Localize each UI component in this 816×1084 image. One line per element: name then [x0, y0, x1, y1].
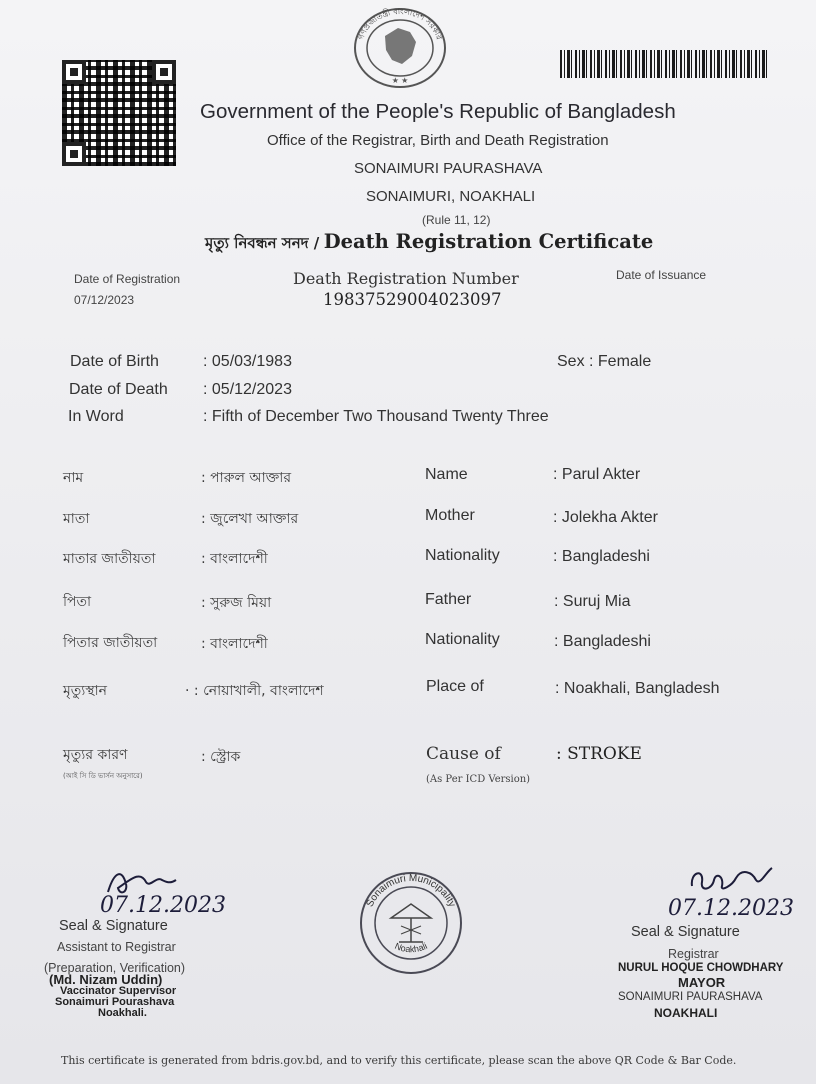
dod-label: Date of Death: [69, 381, 168, 398]
right-signature-scribble: [686, 862, 776, 898]
detail-en-label: Father: [425, 591, 472, 608]
registration-number-label: Death Registration Number: [293, 269, 519, 288]
detail-bn-value: : বাংলাদেশী: [201, 636, 268, 652]
detail-en-value: : Parul Akter: [553, 466, 641, 483]
seal-top-text: Sonaimuri Municipality: [364, 872, 458, 909]
detail-en-label: Place of: [426, 678, 484, 695]
barcode[interactable]: [560, 50, 768, 78]
right-role: Registrar: [668, 947, 719, 961]
dod-value: : 05/12/2023: [203, 381, 292, 398]
detail-bn-label: মাতা: [63, 511, 90, 527]
sex-text: Sex : Female: [557, 353, 652, 370]
detail-en-value: : Bangladeshi: [554, 633, 651, 650]
left-role: Assistant to Registrar: [57, 940, 176, 954]
location-heading: SONAIMURI, NOAKHALI: [366, 188, 536, 205]
government-heading: Government of the People's Republic of Bangladesh: [200, 100, 676, 123]
dob-value: : 05/03/1983: [203, 353, 292, 370]
detail-en-label: Nationality: [425, 547, 500, 564]
cause-bn-label: মৃত্যুর কারণ: [63, 747, 128, 763]
left-seal-signature: Seal & Signature: [59, 918, 168, 934]
detail-bn-value: : জুলেখা আক্তার: [201, 511, 299, 527]
paurashava-heading: SONAIMURI PAURASHAVA: [354, 160, 543, 177]
detail-bn-value: : সুরুজ মিয়া: [201, 595, 272, 611]
qr-code[interactable]: [62, 60, 176, 166]
left-handwritten-date: 07.12.2023: [100, 893, 226, 918]
detail-en-label: Name: [425, 466, 468, 483]
office-heading: Office of the Registrar, Birth and Death Registration: [267, 132, 609, 149]
inword-value: : Fifth of December Two Thousand Twenty Three: [203, 408, 549, 425]
right-stamp-place: NOAKHALI: [654, 1006, 718, 1020]
dob-label: Date of Birth: [70, 353, 159, 370]
cause-bn-note: (আই সি ডি ভার্সন অনুসারে): [63, 772, 143, 780]
detail-bn-label: নাম: [63, 470, 84, 486]
registration-date-label: Date of Registration: [74, 272, 181, 286]
cause-en-value: : STROKE: [556, 744, 642, 764]
detail-bn-label: পিতা: [63, 594, 92, 610]
right-stamp-title: MAYOR: [678, 975, 726, 990]
left-stamp-org: Sonaimuri Pourashava: [55, 996, 175, 1008]
seal-bottom-text: Noakhali: [393, 940, 429, 955]
government-logo: [352, 6, 448, 90]
title-english: Death Registration Certificate: [323, 230, 654, 253]
municipality-seal: [355, 868, 467, 978]
detail-en-value: : Suruj Mia: [554, 593, 631, 610]
detail-en-label: Nationality: [425, 631, 500, 648]
detail-bn-value: · : নোয়াখালী, বাংলাদেশ: [185, 683, 324, 699]
cause-en-note: (As Per ICD Version): [426, 774, 531, 785]
left-role-note: (Preparation, Verification): [44, 961, 186, 975]
detail-bn-value: : পারুল আক্তার: [201, 470, 292, 486]
right-seal-signature: Seal & Signature: [631, 924, 740, 940]
inword-label: In Word: [68, 408, 124, 425]
right-stamp-org: SONAIMURI PAURASHAVA: [618, 991, 763, 1003]
detail-bn-label: পিতার জাতীয়তা: [63, 635, 158, 651]
left-stamp-place: Noakhali.: [98, 1007, 147, 1019]
registration-number-value: 19837529004023097: [323, 290, 502, 309]
cause-bn-value: : স্ট্রোক: [201, 749, 241, 765]
registration-date-value: 07/12/2023: [74, 293, 135, 307]
detail-en-value: : Bangladeshi: [553, 548, 650, 565]
svg-text:★ ★: ★ ★: [391, 76, 409, 85]
left-stamp-title: Vaccinator Supervisor: [60, 985, 177, 997]
detail-bn-label: মৃত্যুস্থান: [63, 683, 108, 699]
left-stamp-name: (Md. Nizam Uddin): [49, 972, 163, 987]
cause-en-label: Cause of: [426, 744, 501, 764]
issuance-date-label: Date of Issuance: [616, 268, 707, 282]
detail-en-label: Mother: [425, 507, 475, 524]
detail-en-value: : Noakhali, Bangladesh: [555, 680, 720, 697]
detail-en-value: : Jolekha Akter: [553, 509, 658, 526]
rule-text: (Rule 11, 12): [422, 213, 491, 227]
right-stamp-name: NURUL HOQUE CHOWDHARY: [618, 962, 784, 974]
title-bangla: মৃত্যু নিবন্ধন সনদ /: [205, 234, 320, 252]
right-handwritten-date: 07.12.2023: [668, 896, 794, 921]
svg-text:Noakhali: [393, 941, 428, 955]
footer-verification-text: This certificate is generated from bdris.gov.bd, and to verify this certificate, please scan the above QR Code & Bar Code.: [61, 1054, 737, 1067]
detail-bn-label: মাতার জাতীয়তা: [63, 551, 156, 567]
detail-bn-value: : বাংলাদেশী: [201, 551, 268, 567]
logo-arc-text: গণপ্রজাতন্ত্রী বাংলাদেশ সরকার: [356, 6, 444, 41]
certificate-title: [205, 230, 653, 257]
